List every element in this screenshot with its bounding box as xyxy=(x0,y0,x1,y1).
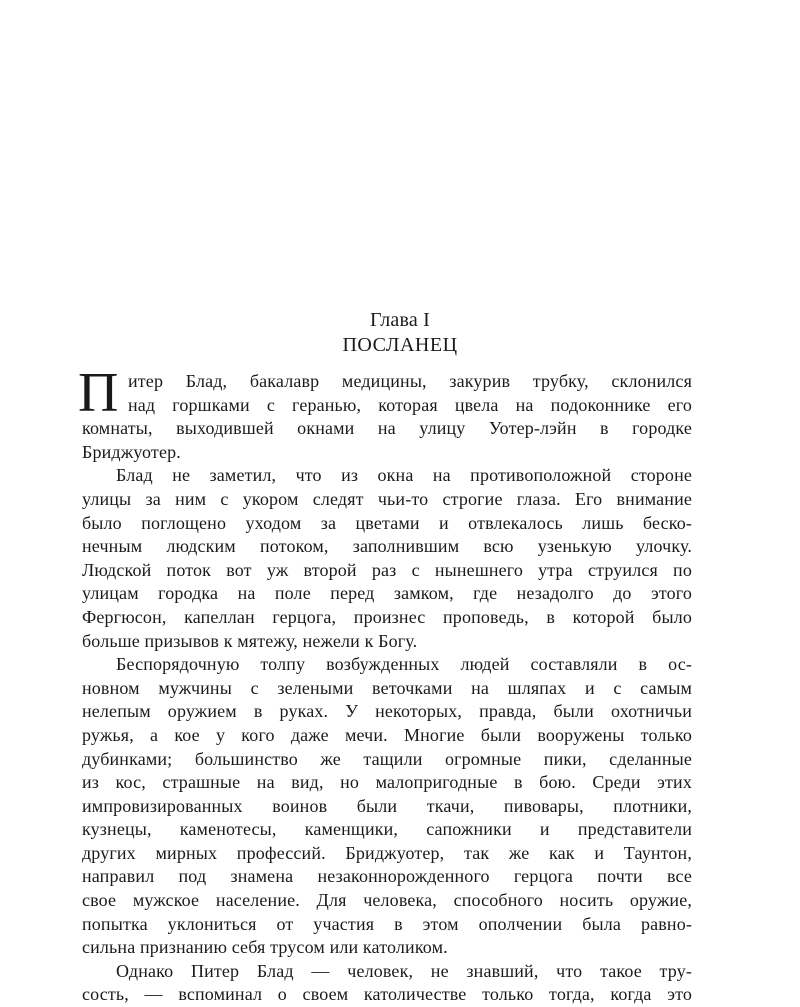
text-line: дубинками; большинство же тащили огромные пики, сделанные xyxy=(82,748,692,769)
text-line: комнаты, выходившей окнами на улицу Уотер-лэйн в городке xyxy=(82,418,692,439)
paragraph-3 xyxy=(82,653,692,960)
text-line: итер Блад, бакалавр медицины, закурив трубку, склонился xyxy=(128,371,692,391)
text-line: Блад не заметил, что из окна на противоположной стороне xyxy=(116,465,692,486)
chapter-title: ПОСЛАНЕЦ xyxy=(342,334,458,356)
text-line: ружья, а кое у кого даже мечи. Многие были вооружены только xyxy=(82,724,692,745)
drop-cap: П xyxy=(78,362,119,424)
chapter-number: Глава I xyxy=(369,309,431,331)
text-line: нелепым оружием в руках. У некоторых, правда, были охотничьи xyxy=(82,701,692,722)
text-line: улицы за ним с укором следят чьи-то строгие глаза. Его внимание xyxy=(82,488,692,509)
paragraph-1 xyxy=(78,362,692,464)
text-line: Беспорядочную толпу возбужденных людей составляли в ос- xyxy=(116,654,692,675)
text-line: Бриджуотер. xyxy=(82,441,181,462)
text-line: других мирных профессий. Бриджуотер, так же как и Таунтон, xyxy=(82,842,692,863)
text-line: нечным людским потоком, заполнившим всю узенькую улочку. xyxy=(82,536,692,557)
text-line: попытка уклониться от участия в этом ополчении была равно- xyxy=(82,913,692,934)
body-text xyxy=(78,362,692,1007)
text-line: кузнецы, каменотесы, каменщики, сапожники и представители xyxy=(82,819,692,840)
paragraph-2 xyxy=(82,464,692,653)
text-line: импровизированных воинов были ткачи, пивовары, плотники, xyxy=(82,795,692,816)
text-line: больше призывов к мятежу, нежели к Богу. xyxy=(82,630,418,651)
text-line: сильна признанию себя трусом или католиком. xyxy=(82,937,448,958)
text-line: было поглощено уходом за цветами и отвлекалось лишь беско- xyxy=(82,512,692,533)
chapter-heading xyxy=(0,308,800,358)
text-line: новном мужчины с зелеными веточками на шляпах и с самым xyxy=(82,677,692,698)
text-line: над горшками с геранью, которая цвела на подоконнике его xyxy=(128,394,692,415)
text-line: улицам городка на поле перед замком, где незадолго до этого xyxy=(82,583,692,604)
text-line: Однако Питер Блад — человек, не знавший, что такое тру- xyxy=(116,960,692,981)
text-line: из кос, страшные на вид, но малопригодные в бою. Среди этих xyxy=(82,772,692,793)
text-line: Людской поток вот уж второй раз с нынешнего утра струился по xyxy=(82,559,692,580)
text-line: свое мужское население. Для человека, способного носить оружие, xyxy=(82,890,692,911)
text-line: Фергюсон, капеллан герцога, произнес проповедь, в которой было xyxy=(82,606,692,627)
text-line: направил под знамена незаконнорожденного герцога почти все xyxy=(82,866,692,887)
text-line: сость, — вспоминал о своем католичестве только тогда, когда это xyxy=(82,984,692,1005)
